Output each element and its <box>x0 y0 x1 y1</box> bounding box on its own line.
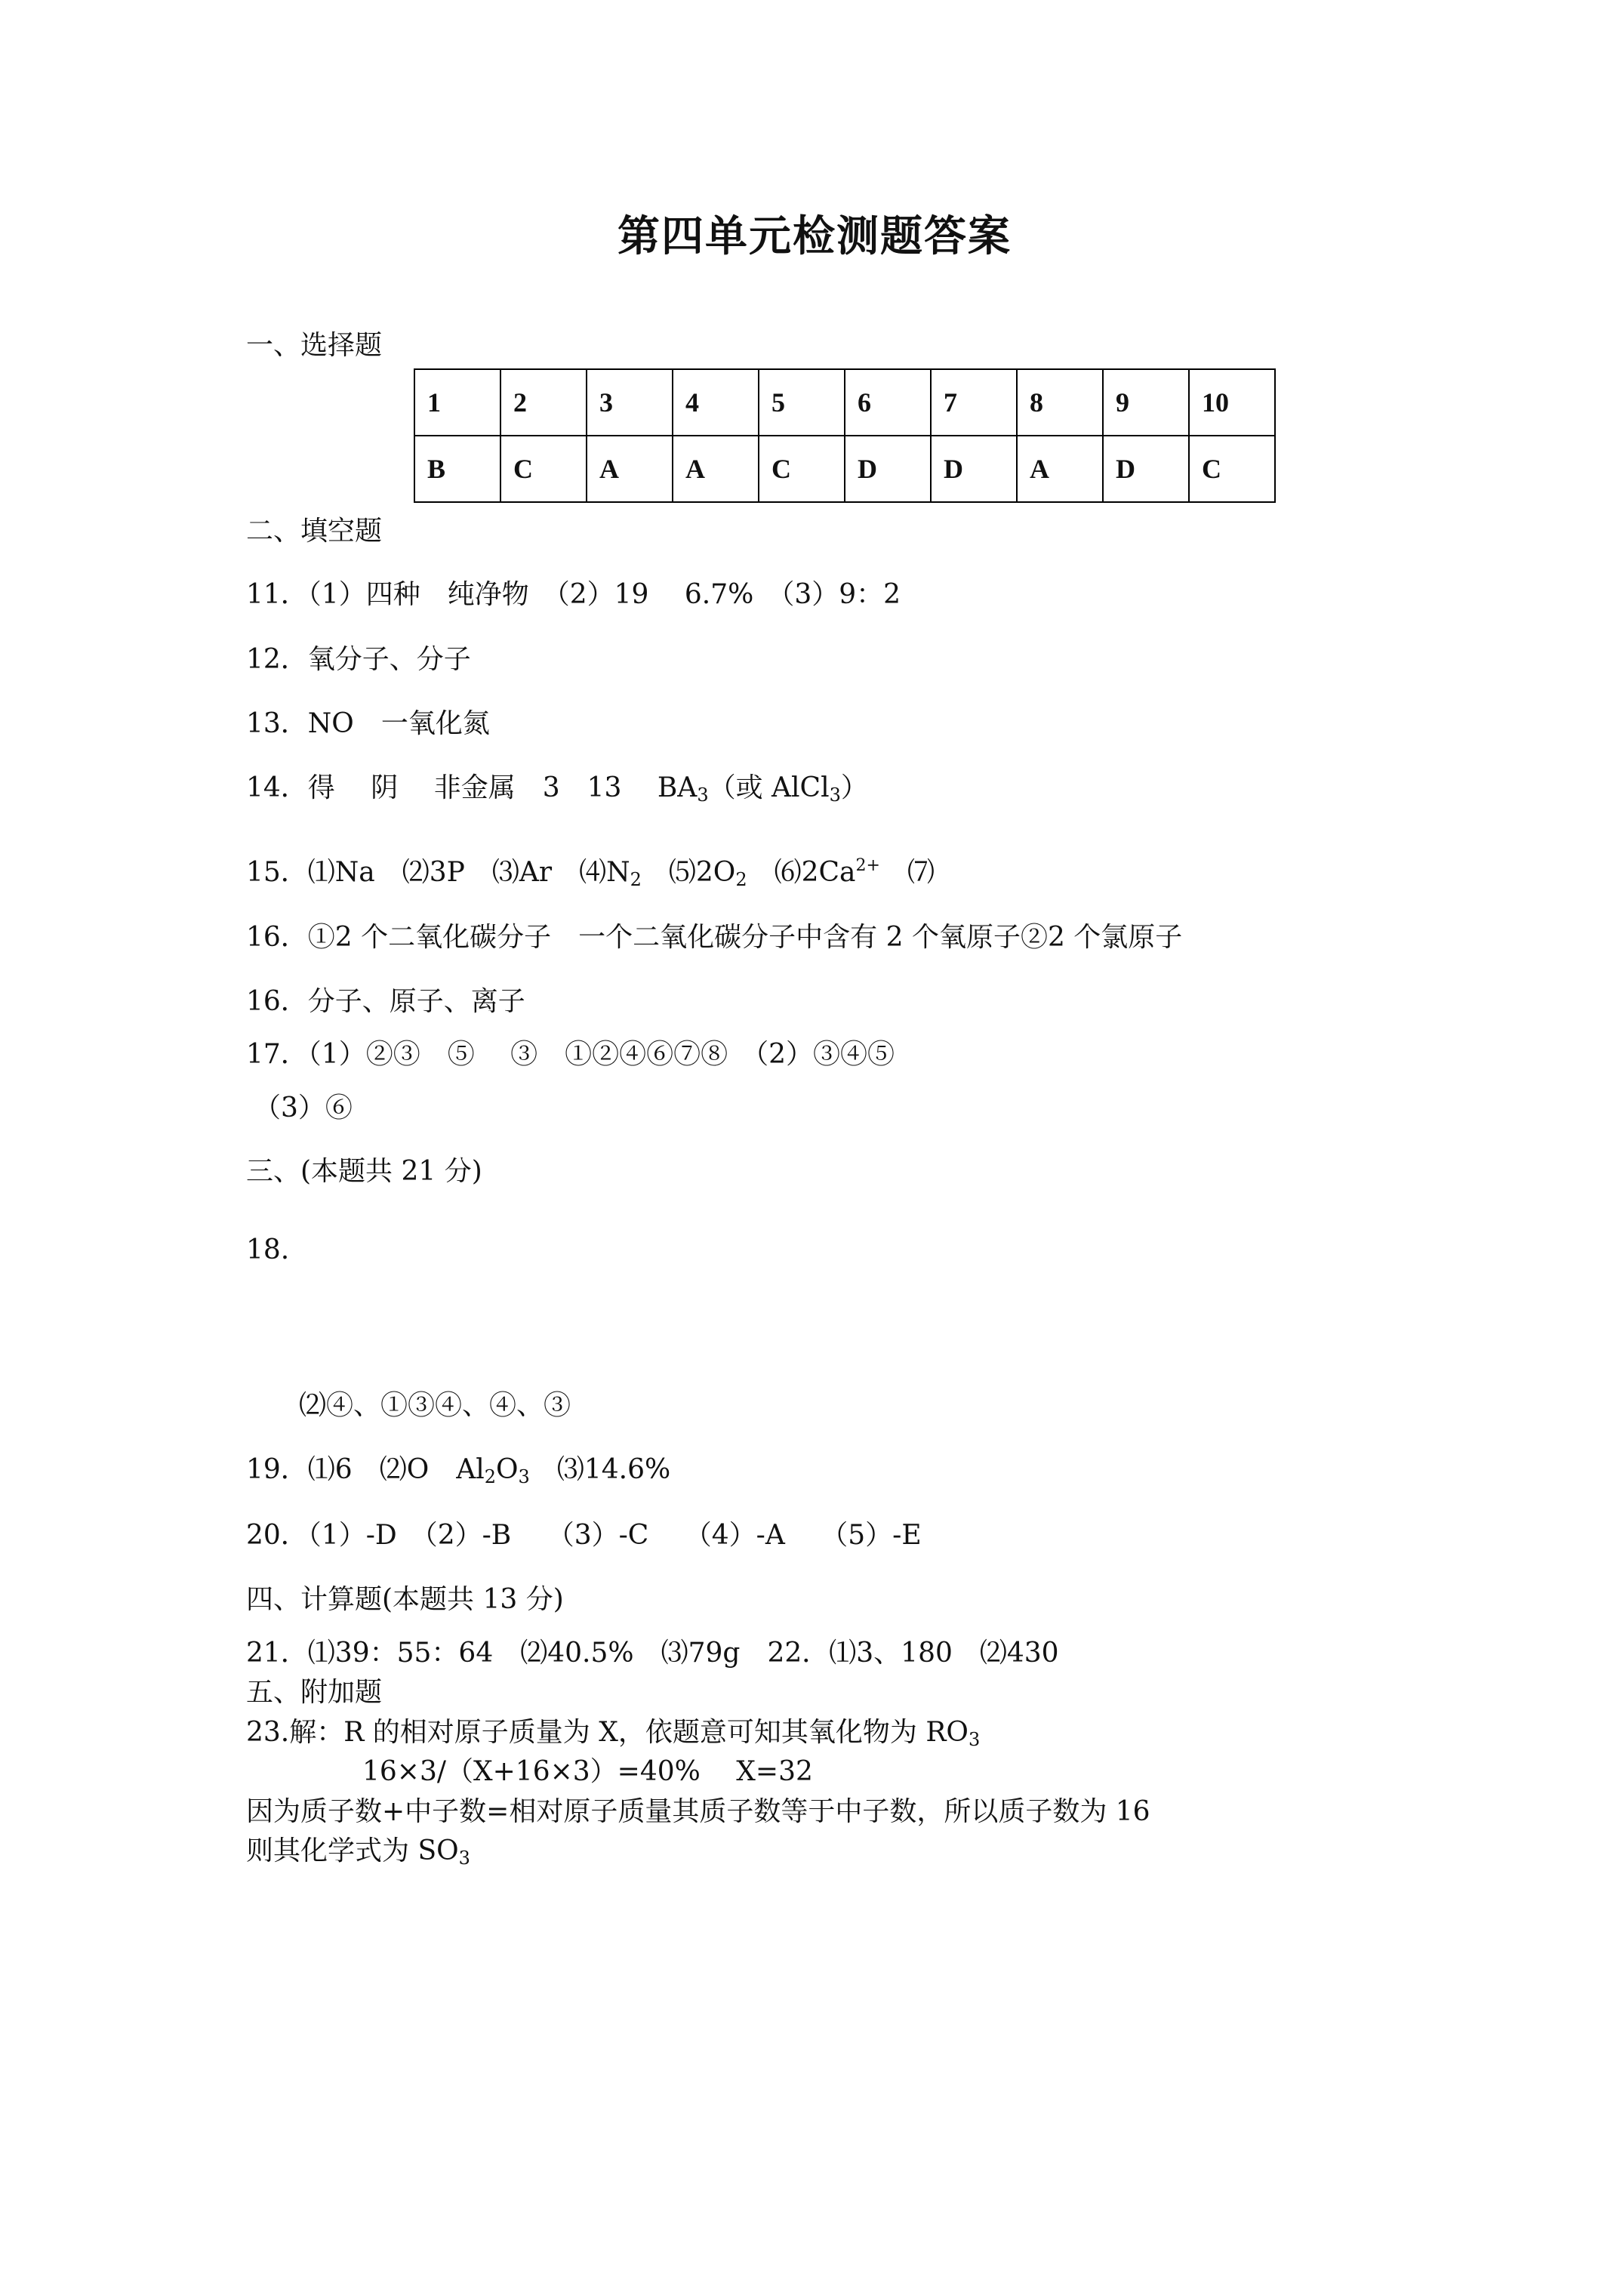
table-cell: 3 <box>587 369 673 436</box>
subscript: 2 <box>630 869 642 890</box>
page-title: 第四单元检测题答案 <box>617 212 1012 261</box>
subscript: 3 <box>518 1466 530 1487</box>
answer-line-23a <box>246 1716 980 1749</box>
table-cell: C <box>500 436 587 502</box>
section-heading-calc: 四、计算题(本题共 13 分) <box>246 1584 564 1615</box>
table-cell: 6 <box>845 369 931 436</box>
table-cell: 9 <box>1103 369 1189 436</box>
subscript: 3 <box>697 784 709 806</box>
answer-line-23b: 16×3/（X+16×3）=40% X=32 <box>362 1756 813 1787</box>
answer-line-13: 13．NO 一氧化氮 <box>246 708 490 739</box>
subscript: 3 <box>968 1729 981 1750</box>
answer-table-number-row <box>414 369 1275 436</box>
subscript: 3 <box>829 784 841 806</box>
text-segment: ） <box>840 772 868 803</box>
section-heading-3: 三、(本题共 21 分) <box>246 1156 482 1187</box>
subscript: 2 <box>484 1466 497 1487</box>
table-cell: 8 <box>1017 369 1103 436</box>
answer-line-18: 18. <box>246 1234 290 1265</box>
table-cell: D <box>931 436 1017 502</box>
table-cell: 2 <box>500 369 587 436</box>
answer-line-23d <box>246 1835 470 1867</box>
text-segment: O <box>496 1454 519 1485</box>
answer-line-15 <box>246 856 935 889</box>
text-segment: ⑺ <box>879 857 935 888</box>
text-segment: 14．得 阴 非金属 3 13 BA <box>246 772 698 803</box>
answer-line-19 <box>246 1453 670 1486</box>
text-segment: 则其化学式为 SO <box>246 1835 459 1866</box>
text-segment: ⑶14.6% <box>529 1454 671 1485</box>
table-cell: 10 <box>1189 369 1275 436</box>
answer-line-18b: ⑵④、①③④、④、③ <box>299 1390 571 1421</box>
answer-line-14 <box>246 772 868 804</box>
answer-line-11: 11．（1）四种 纯净物 （2）19 6.7% （3）9：2 <box>246 579 901 610</box>
table-cell: A <box>587 436 673 502</box>
answer-table-answer-row <box>414 436 1275 502</box>
table-cell: 4 <box>673 369 759 436</box>
table-cell: D <box>1103 436 1189 502</box>
answer-table <box>414 368 1276 503</box>
table-cell: D <box>845 436 931 502</box>
text-segment: 19．⑴6 ⑵O Al <box>246 1454 485 1485</box>
subscript: 2 <box>735 869 747 890</box>
table-cell: 7 <box>931 369 1017 436</box>
table-cell: 5 <box>759 369 845 436</box>
table-cell: 1 <box>414 369 500 436</box>
text-segment: （或 AlCl <box>708 772 830 803</box>
answer-line-16a: 16．①2 个二氧化碳分子 一个二氧化碳分子中含有 2 个氧原子②2 个氯原子 <box>246 922 1183 953</box>
section-heading-fill: 二、填空题 <box>246 516 383 547</box>
table-cell: A <box>673 436 759 502</box>
superscript: 2+ <box>855 856 880 875</box>
table-cell: B <box>414 436 500 502</box>
answer-line-21: 21．⑴39：55：64 ⑵40.5% ⑶79g 22．⑴3、180 ⑵430 <box>246 1638 1059 1669</box>
answer-line-17b: （3）⑥ <box>254 1093 353 1123</box>
answer-line-16b: 16．分子、原子、离子 <box>246 986 525 1017</box>
table-cell: A <box>1017 436 1103 502</box>
text-segment: 23.解：R 的相对原子质量为 X，依题意可知其氧化物为 RO <box>246 1717 969 1748</box>
answer-line-23c: 因为质子数+中子数=相对原子质量其质子数等于中子数，所以质子数为 16 <box>246 1796 1150 1827</box>
section-heading-extra: 五、附加题 <box>246 1677 383 1708</box>
table-cell: C <box>759 436 845 502</box>
section-heading-choice: 一、选择题 <box>246 330 383 361</box>
text-segment: ⑸2O <box>641 857 736 888</box>
table-cell: C <box>1189 436 1275 502</box>
answer-line-12: 12．氧分子、分子 <box>246 644 471 675</box>
answer-line-17a: 17．（1）②③ ⑤ ③ ①②④⑥⑦⑧ （2）③④⑤ <box>246 1039 895 1070</box>
subscript: 3 <box>458 1848 470 1869</box>
text-segment: ⑹2Ca <box>747 857 856 888</box>
text-segment: 15．⑴Na ⑵3P ⑶Ar ⑷N <box>246 857 630 888</box>
answer-line-20: 20．（1）-D （2）-B （3）-C （4）-A （5）-E <box>246 1520 922 1551</box>
